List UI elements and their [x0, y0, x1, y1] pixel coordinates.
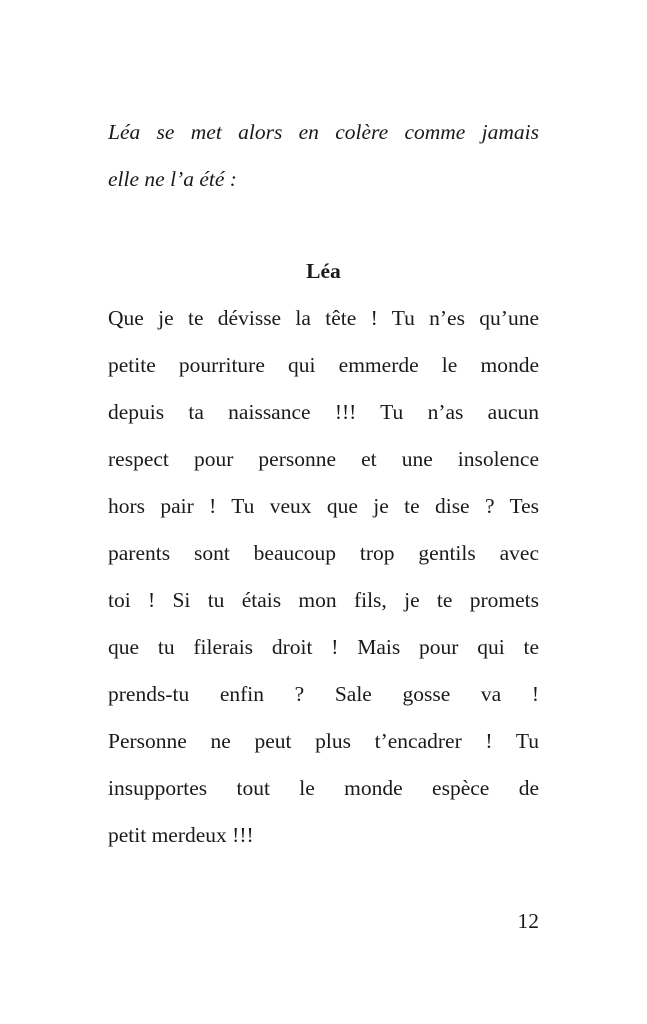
dialogue-line: toi ! Si tu étais mon fils, je te promets [108, 588, 539, 612]
dialogue-line: hors pair ! Tu veux que je te dise ? Tes [108, 494, 539, 518]
intro-line: elle ne l’a été : [108, 167, 237, 191]
dialogue-line: insupportes tout le monde espèce de [108, 776, 539, 800]
speaker-name: Léa [306, 259, 341, 283]
dialogue-line: parents sont beaucoup trop gentils avec [108, 541, 539, 565]
dialogue-line: depuis ta naissance !!! Tu n’as aucun [108, 400, 539, 424]
page-number: 12 [517, 909, 539, 933]
intro-narration [108, 109, 539, 203]
dialogue-line: prends-tu enfin ? Sale gosse va ! [108, 682, 539, 706]
dialogue-line: que tu filerais droit ! Mais pour qui te [108, 635, 539, 659]
dialogue-line: Que je te dévisse la tête ! Tu n’es qu’une [108, 306, 539, 330]
dialogue-line: petit merdeux !!! [108, 823, 254, 847]
dialogue-line: respect pour personne et une insolence [108, 447, 539, 471]
dialogue-paragraph [108, 295, 539, 859]
dialogue-line: petite pourriture qui emmerde le monde [108, 353, 539, 377]
intro-line: Léa se met alors en colère comme jamais [108, 120, 539, 144]
dialogue-line: Personne ne peut plus t’encadrer ! Tu [108, 729, 539, 753]
